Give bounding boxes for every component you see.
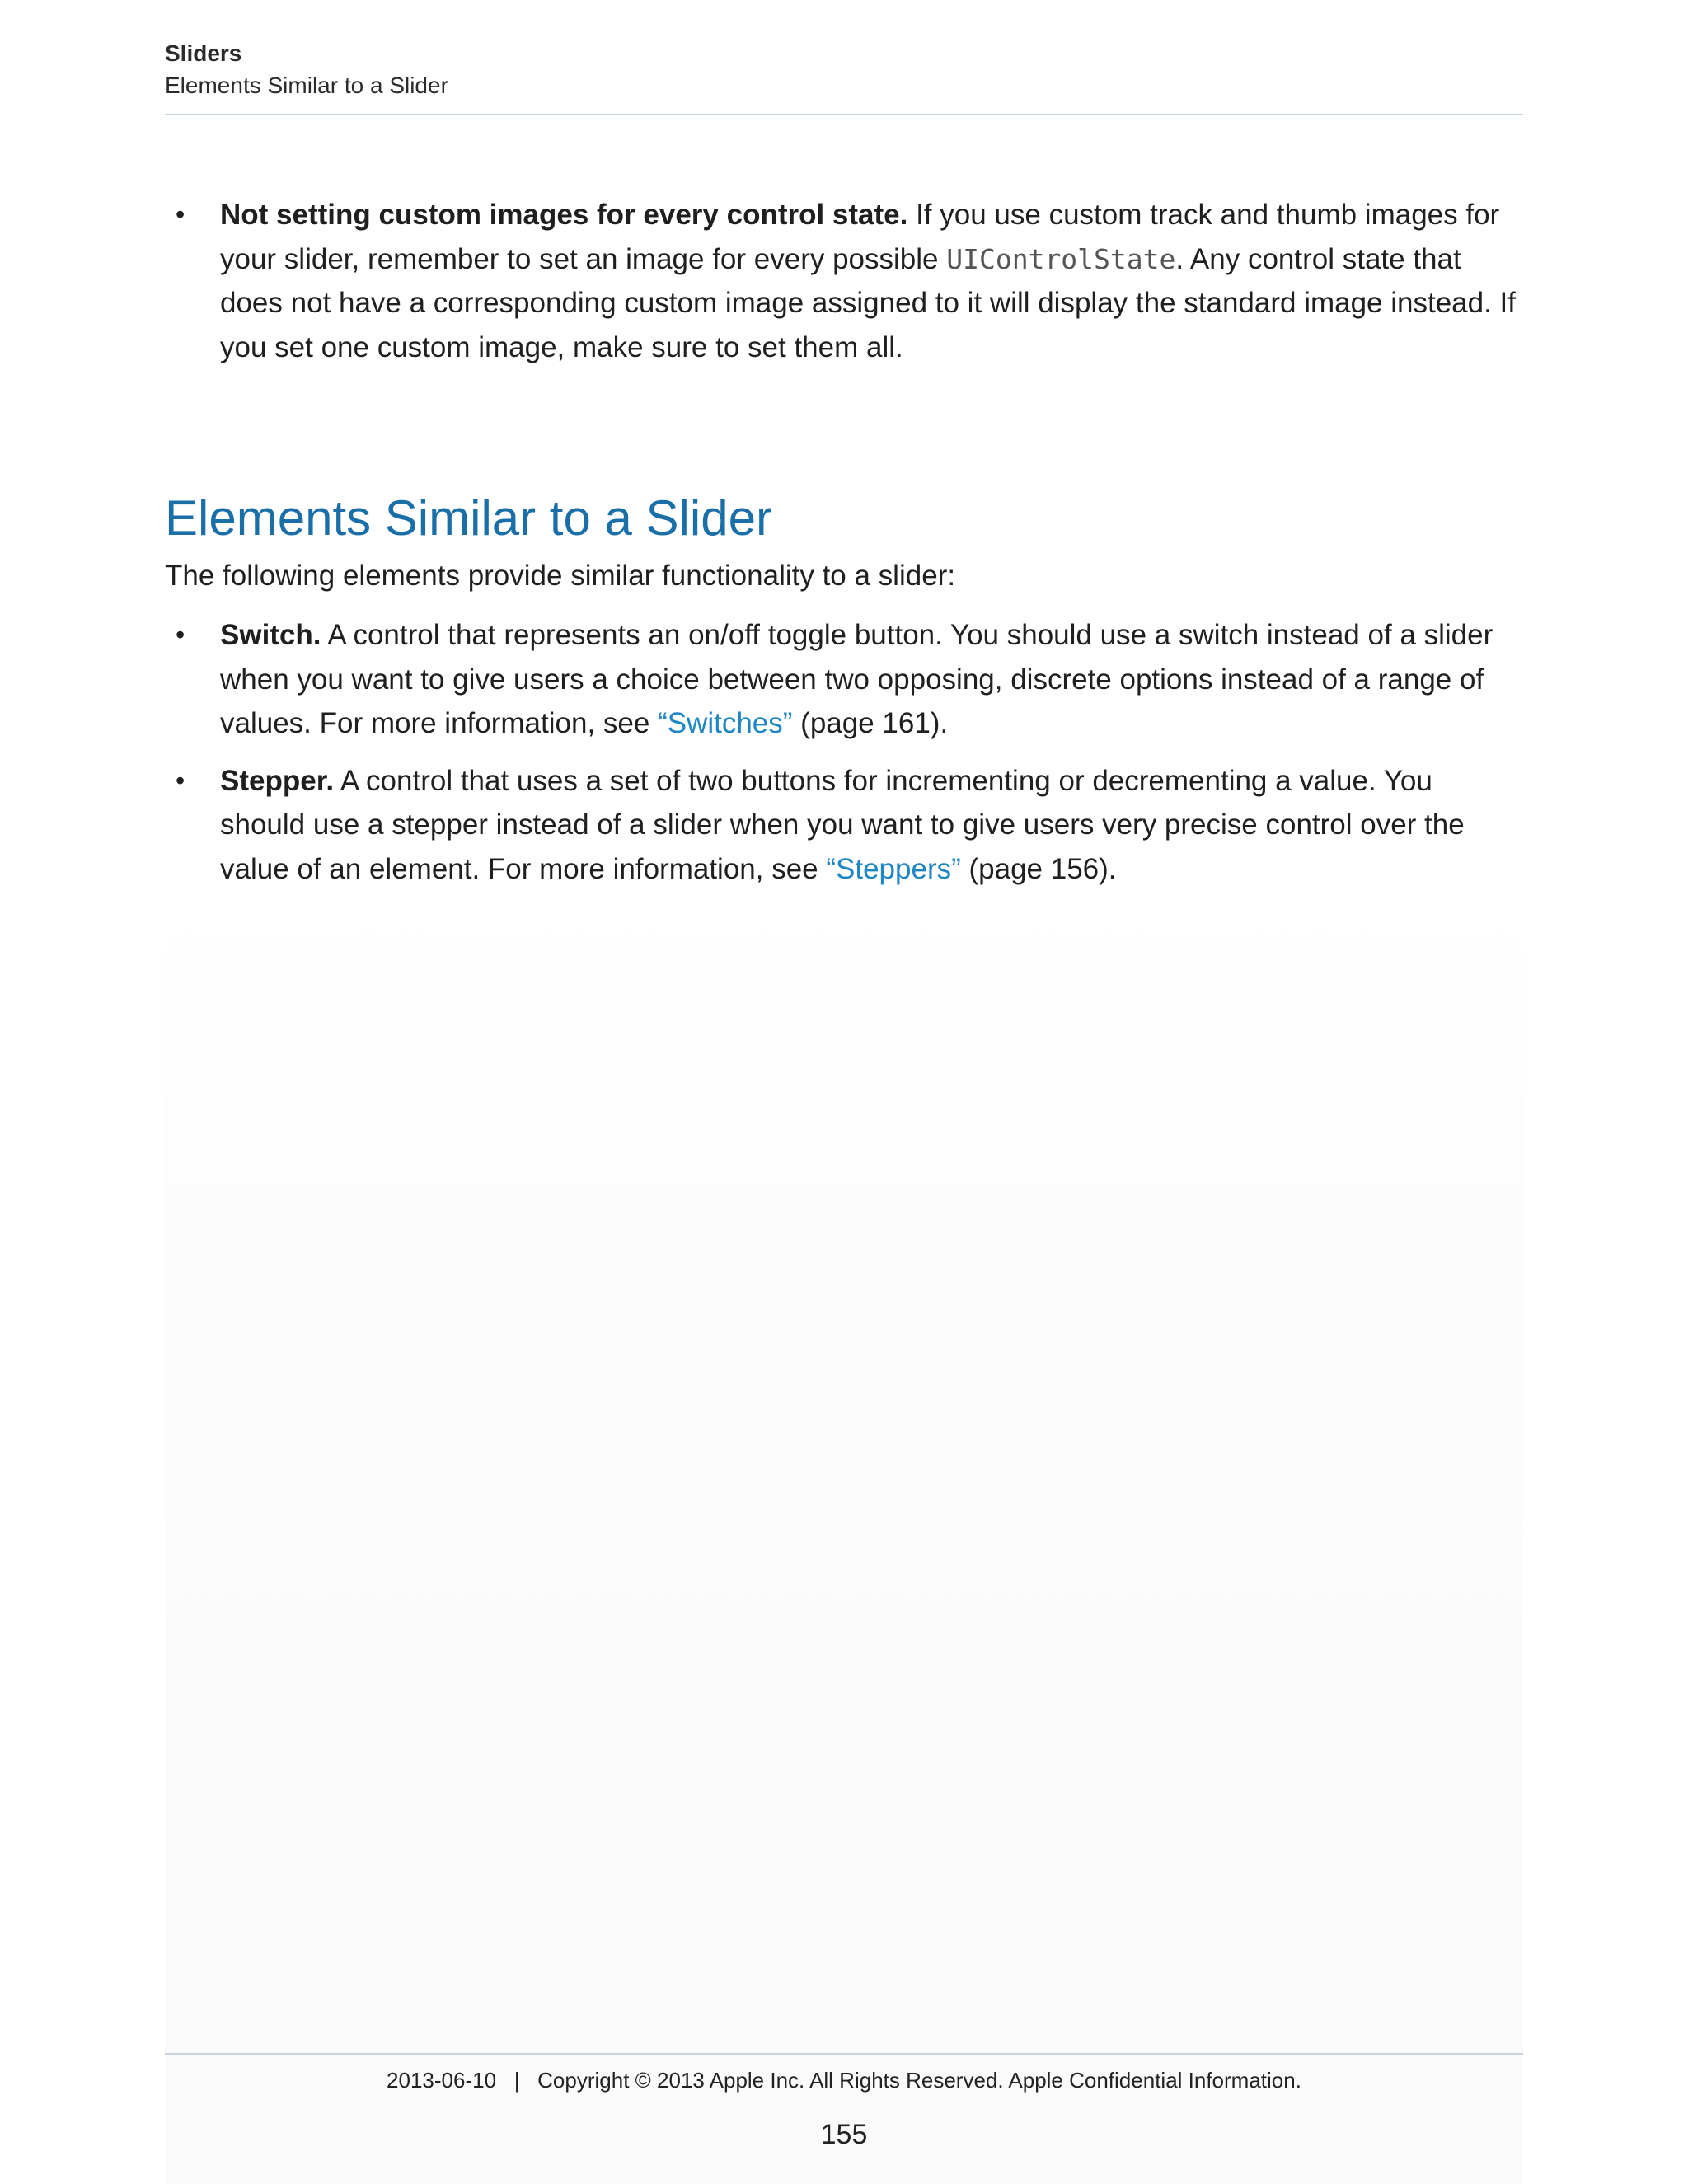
item-lead: Stepper. (220, 764, 335, 797)
section-title: Elements Similar to a Slider (165, 490, 772, 546)
section (165, 488, 1523, 891)
item-text: If you use custom track and thumb images for your slider, remember to set an image for every possible (220, 199, 1500, 275)
header-divider (165, 114, 1523, 115)
section-subtitle: Elements Similar to a Slider (165, 73, 448, 98)
section-intro: The following elements provide similar functionality to a slider: (165, 560, 956, 592)
switches-link[interactable]: “Switches” (658, 707, 793, 739)
footer-divider (165, 2053, 1523, 2055)
item-lead: Switch. (220, 619, 321, 651)
page-number: 155 (820, 2119, 868, 2150)
list-item (165, 193, 1523, 369)
bullet-icon: • (176, 199, 185, 229)
item-text-continued: . Any control state that does not have a corresponding custom image assigned to it will display the standard image instead. If you set one custom image, make sure to set them all. (220, 242, 1517, 363)
list-item-stepper (165, 759, 1523, 892)
bullet-icon: • (176, 765, 185, 795)
item-lead: Not setting custom images for every control state. (220, 199, 908, 231)
page-background (165, 890, 1523, 2184)
pitfall-list (165, 193, 1523, 369)
running-header (165, 38, 1523, 102)
steppers-link[interactable]: “Steppers” (826, 852, 961, 885)
item-page-ref: (page 156). (960, 852, 1117, 885)
bullet-icon: • (176, 620, 185, 649)
item-page-ref: (page 161). (792, 707, 949, 739)
code-term: UIControlState (946, 242, 1176, 275)
chapter-title: Sliders (165, 40, 242, 66)
list-item-switch (165, 613, 1523, 746)
item-text: A control that uses a set of two buttons for incrementing or decrementing a value. You should use a stepper instead of a slider when you want to give users very precise control over the value of an element. For more information, see (220, 764, 1465, 885)
footer-copyright: 2013-06-10 | Copyright © 2013 Apple Inc. All Rights Reserved. Apple Confidential Information. (387, 2068, 1301, 2093)
item-text: A control that represents an on/off toggle button. You should use a switch instead of a slider when you want to give users a choice between two opposing, discrete options instead of a range of values. For more information, see (220, 619, 1493, 739)
